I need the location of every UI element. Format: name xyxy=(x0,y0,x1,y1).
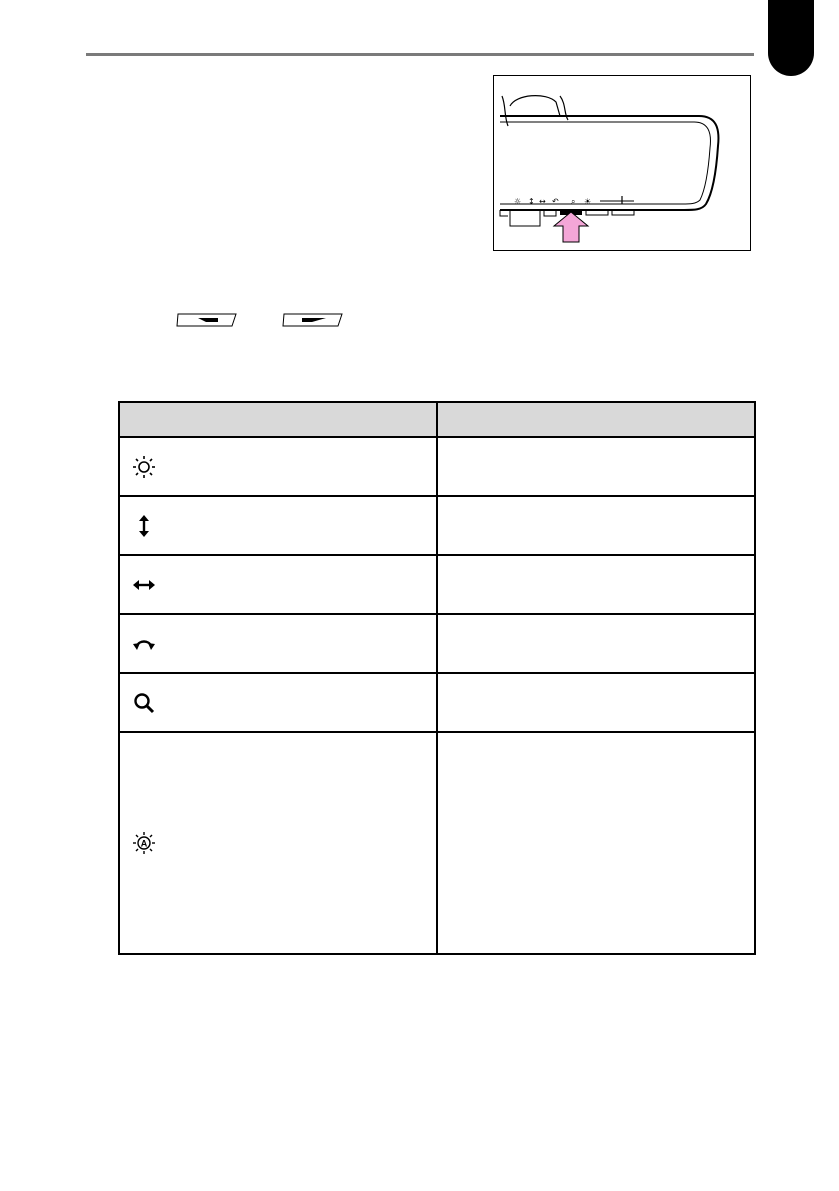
description-cell xyxy=(437,673,755,732)
svg-text:↕: ↕ xyxy=(528,197,535,206)
table-row xyxy=(119,732,755,954)
icon-cell xyxy=(119,673,437,732)
vertical-arrow-icon xyxy=(132,514,156,538)
description-cell xyxy=(437,614,755,673)
description-cell xyxy=(437,437,755,496)
rotate-icon xyxy=(132,632,156,656)
auto-brightness-icon xyxy=(132,831,156,855)
description-cell xyxy=(437,555,755,614)
brightness-icon xyxy=(132,455,156,479)
svg-text:↶: ↶ xyxy=(552,197,559,206)
column-header xyxy=(119,402,437,437)
header-rule xyxy=(86,53,754,56)
column-header xyxy=(437,402,755,437)
svg-text:☀: ☀ xyxy=(584,197,592,206)
mirror-illustration xyxy=(494,76,751,251)
pink-arrow-icon xyxy=(554,212,588,242)
horizontal-arrow-icon xyxy=(132,573,156,597)
svg-text:A: A xyxy=(140,838,148,849)
svg-text:☼: ☼ xyxy=(514,197,522,206)
icon-cell xyxy=(119,496,437,555)
switch-left-icon xyxy=(176,313,238,327)
description-cell xyxy=(437,732,755,954)
table-row xyxy=(119,437,755,496)
settings-table xyxy=(118,401,756,955)
mirror-figure xyxy=(493,75,751,251)
svg-text:⌕: ⌕ xyxy=(571,197,576,206)
description-cell xyxy=(437,496,755,555)
section-tab xyxy=(768,0,814,76)
icon-cell xyxy=(119,437,437,496)
icon-cell xyxy=(119,732,437,954)
table-row xyxy=(119,614,755,673)
zoom-icon xyxy=(132,691,156,715)
table-header-row xyxy=(119,402,755,437)
table-row xyxy=(119,496,755,555)
icon-cell xyxy=(119,555,437,614)
mirror-icon-row xyxy=(514,197,591,206)
table-row xyxy=(119,555,755,614)
table-row xyxy=(119,673,755,732)
icon-cell xyxy=(119,614,437,673)
switch-right-icon xyxy=(282,313,344,327)
svg-text:↔: ↔ xyxy=(539,197,546,206)
